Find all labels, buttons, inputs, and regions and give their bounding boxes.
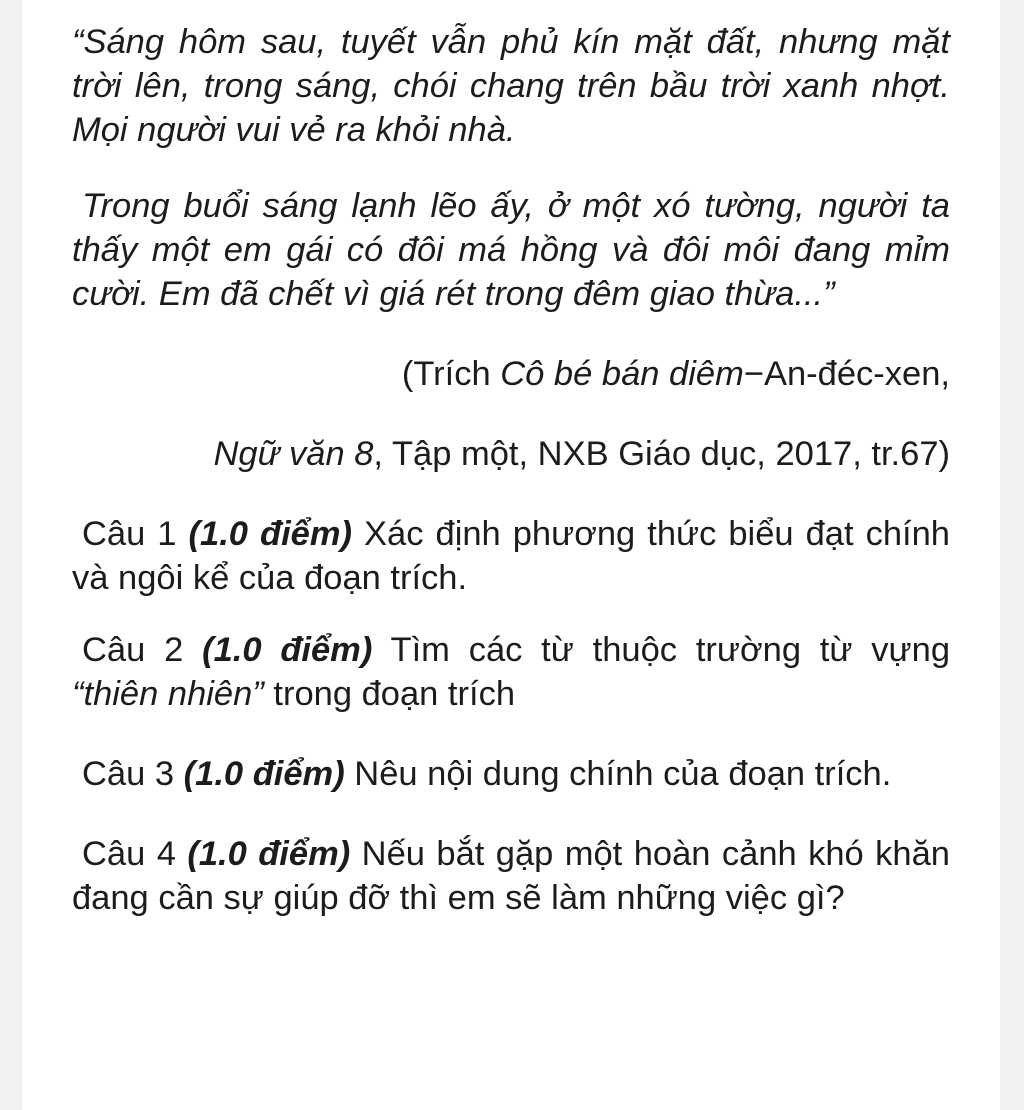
citation-book-info: , Tập một, NXB Giáo dục, 2017, tr.67)	[373, 435, 950, 473]
question-4	[72, 832, 950, 920]
question-3-text: Nêu nội dung chính của đoạn trích.	[344, 755, 892, 793]
question-2-points: (1.0 điểm)	[202, 631, 373, 669]
citation-work-title: Cô bé bán diêm	[500, 355, 744, 393]
question-2-text: Tìm các từ thuộc trường từ vựng	[372, 631, 951, 669]
citation-line-1	[72, 352, 950, 396]
question-3-points: (1.0 điểm)	[183, 755, 345, 793]
question-4-label: Câu 4	[82, 835, 188, 873]
question-3	[72, 752, 950, 796]
question-1	[72, 512, 950, 600]
passage-paragraph-2: Trong buổi sáng lạnh lẽo ấy, ở một xó tường, người ta thấy một em gái có đôi má hồng và đôi môi đang mỉm cười. Em đã chết vì giá rét trong đêm giao thừa...”	[72, 187, 950, 313]
document-content	[72, 20, 950, 920]
question-1-label: Câu 1	[82, 515, 189, 553]
question-1-points: (1.0 điểm)	[188, 515, 353, 553]
citation-book-title: Ngữ văn 8	[213, 435, 374, 473]
question-2-term: “thiên nhiên”	[72, 675, 264, 713]
document-page	[22, 0, 1000, 1110]
question-4-text: Nếu bắt gặp một hoàn cảnh khó khăn đang cần sự giúp đỡ thì em sẽ làm những việc gì?	[72, 835, 950, 917]
citation-author: −An-đéc-xen,	[743, 355, 950, 393]
question-2-text-after: trong đoạn trích	[263, 675, 516, 713]
question-2	[72, 628, 950, 716]
question-3-label: Câu 3	[82, 755, 184, 793]
citation-open: (Trích	[401, 355, 501, 393]
question-2-label: Câu 2	[82, 631, 203, 669]
question-4-points: (1.0 điểm)	[187, 835, 351, 873]
question-1-text: Xác định phương thức biểu đạt chính và ngôi kể của đoạn trích.	[72, 515, 950, 597]
citation-line-2	[72, 432, 950, 476]
passage-paragraph-1: “Sáng hôm sau, tuyết vẫn phủ kín mặt đất, nhưng mặt trời lên, trong sáng, chói chang trên bầu trời xanh nhợt. Mọi người vui vẻ ra khỏi nhà.	[72, 23, 950, 149]
